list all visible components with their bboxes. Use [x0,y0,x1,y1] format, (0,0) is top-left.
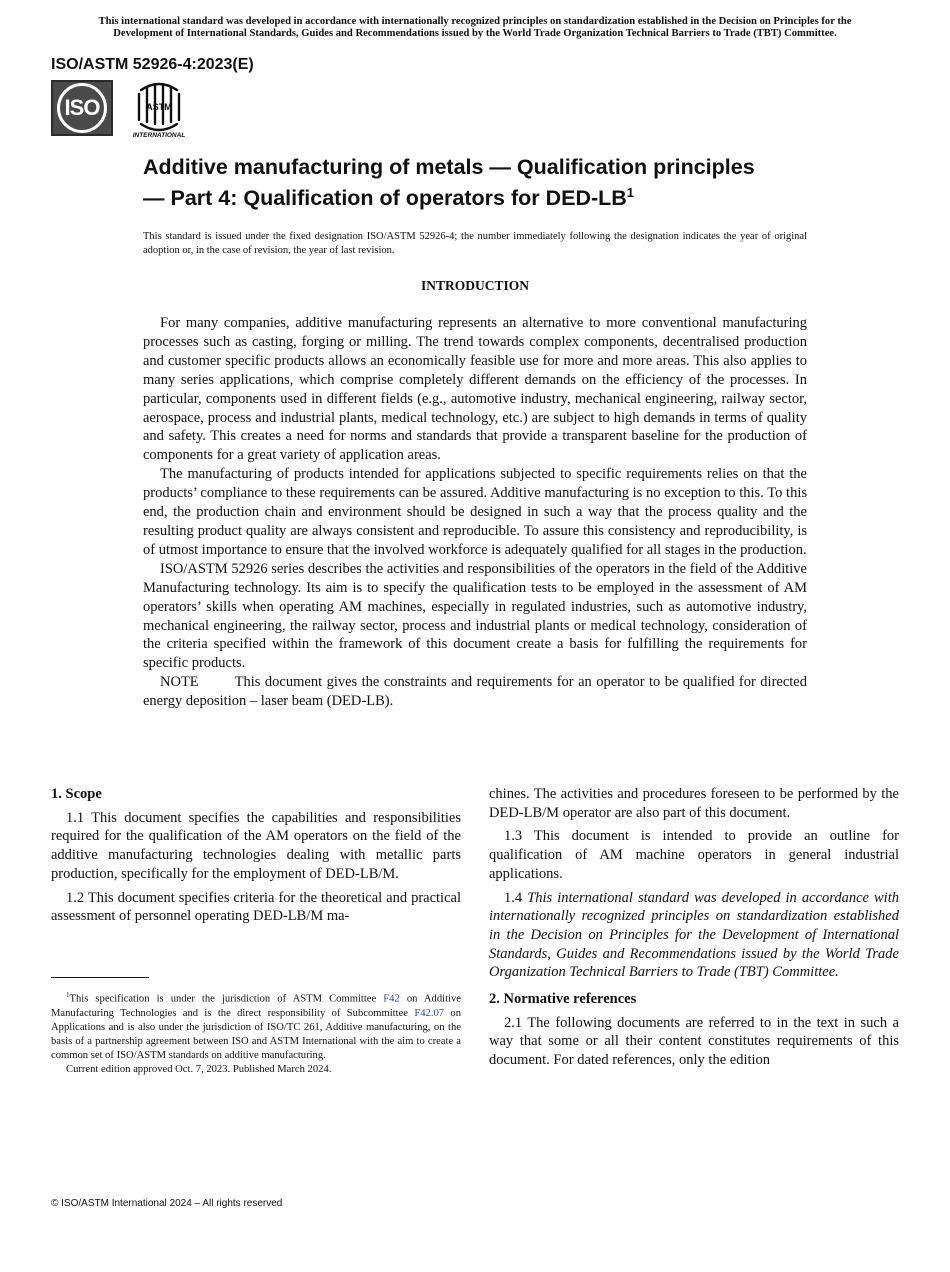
footnote [51,988,461,1077]
scope-heading: 1. Scope [51,786,102,802]
clause-2-1: 2.1 The following documents are referred to in the text in such a way that some or all their content constitutes requirements of this document. For dated references, only the edition [489,1014,899,1069]
clause-1-4 [489,889,899,983]
banner-line-1: This international standard was developed in accordance with internationally recognized principles on standardization established in the Decision on Principles for the [98,16,852,27]
clause-1-2: 1.2 This document specifies criteria for the theoretical and practical assessment of personnel operating DED-LB/M ma- [51,889,461,925]
introduction-body [143,314,807,711]
astm-logo-subtitle: INTERNATIONAL [132,132,186,138]
clause-1-4-text: This international standard was developed in accordance with internationally recognized principles on standardization established in the Decision on Principles for the Development of International Standards, Guides and Recommendations issued by the World Trade Organization Technical Barriers to Trade (TBT) Committee. [489,889,899,981]
footnote-mark: 1 [66,991,70,999]
title-line-2: — Part 4: Qualification of operators for DED-$LB^1$ [143,185,635,211]
introduction-heading: INTRODUCTION [420,278,529,293]
document-designation: ISO/ASTM 52926-4:2023(E) [51,56,254,73]
right-column [489,785,899,1075]
iso-logo-text: ISO [57,83,107,133]
iso-logo [51,80,113,136]
committee-f42-link[interactable]: F42 [383,993,400,1005]
note-label: NOTE [160,674,199,691]
footnote-edition: Current edition approved Oct. 7, 2023. Published March 2024. [66,1063,332,1075]
clause-1-2-continued: chines. The activities and procedures foreseen to be performed by the DED-LB/M operator are also part of this document. [489,786,899,821]
intro-note [143,673,807,711]
banner-line-2: Development of International Standards, Guides and Recommendations issued by the World Trade Organization Technical Barriers to Trade (TBT) Committee. [113,28,837,39]
astm-logo [127,80,191,138]
top-banner [40,16,910,40]
intro-paragraph-3: ISO/ASTM 52926 series describes the activities and responsibilities of the operators in the field of the Additive Manufacturing technology. Its aim is to specify the qualification tests to be employed in the assessment of AM operators’ skills when operating AM machines, especially in regulated industries, such as automotive industry, mechanical engineering, the railway sector, process and industrial plants or medical technology, consideration of the criteria specified within the framework of this document create a basis for fulfilling the requirements for specific products. [143,560,807,672]
normative-references-heading: 2. Normative references [489,991,637,1008]
clause-1-4-number: 1.4 [504,889,523,906]
subcommittee-f42-07-link[interactable]: F42.07 [414,1007,445,1019]
copyright-notice: © ISO/ASTM International 2024 – All rights reserved [51,1198,283,1209]
title-line-1: Additive manufacturing of metals — Qualification principles [143,155,755,179]
left-column [51,785,461,931]
footnote-divider [51,977,149,978]
document-title [143,154,843,211]
clause-1-3: 1.3 This document is intended to provide an outline for qualification of AM machine operators in general industrial applications. [489,828,899,882]
note-text: This document gives the constraints and requirements for an operator to be qualified for directed energy deposition – laser beam (DED-LB). [143,674,807,710]
intro-paragraph-2: The manufacturing of products intended for applications subjected to specific requirements relies on that the products’ compliance to these requirements can be assured. Additive manufacturing is no exception to this. To this end, the production chain and environment should be designed in such a way that the process quality and the resulting product quality are always consistent and reproducible. To assure this consistency and reproducibility, is of utmost importance to ensure that the involved workforce is adequately qualified for all stages in the production. [143,466,807,558]
footnote-jurisdiction: $^1$This specification is under the jurisdiction of ASTM Committee F42 on Additive Manufacturing Technologies and is the direct responsibility of Subcommittee F42.07 on Applications and is also under the jurisdiction of ISO/TC 261, Additive manufacturing, on the basis of a partnership agreement between ISO and ASTM International with the aim to create a common set of ISO/ASTM standards on additive manufacturing. [51,991,462,1061]
intro-paragraph-1: For many companies, additive manufacturing represents an alternative to more conventional manufacturing processes such as casting, forging or milling. The trend towards complex components, decentralised production and customer specific products allows an economically feasible use for more and more areas. This also applies to many series applications, which comprise completely different demands on the efficiency of the processes. In particular, components used in different fields (e.g., automotive industry, mechanical engineering, railway sector, aerospace, process and industrial plants, medical technology, etc.) are subject to high demands in terms of quality and safety. This creates a need for norms and standards that provide a transparent baseline for the production of components for a great variety of application areas. [143,315,807,464]
title-footnote-mark: 1 [626,185,635,200]
issued-note: This standard is issued under the fixed designation ISO/ASTM 52926-4; the number immediately following the designation indicates the year of original adoption or, in the case of revision, the year of last revision. [143,231,807,256]
clause-1-1: 1.1 This document specifies the capabilities and responsibilities required for the qualification of the AM operators on the field of the additive manufacturing technologies dealing with metallic parts production, specifically for the employment of DED-LB/M. [51,809,461,882]
astm-logo-label: ASTM [146,102,172,112]
